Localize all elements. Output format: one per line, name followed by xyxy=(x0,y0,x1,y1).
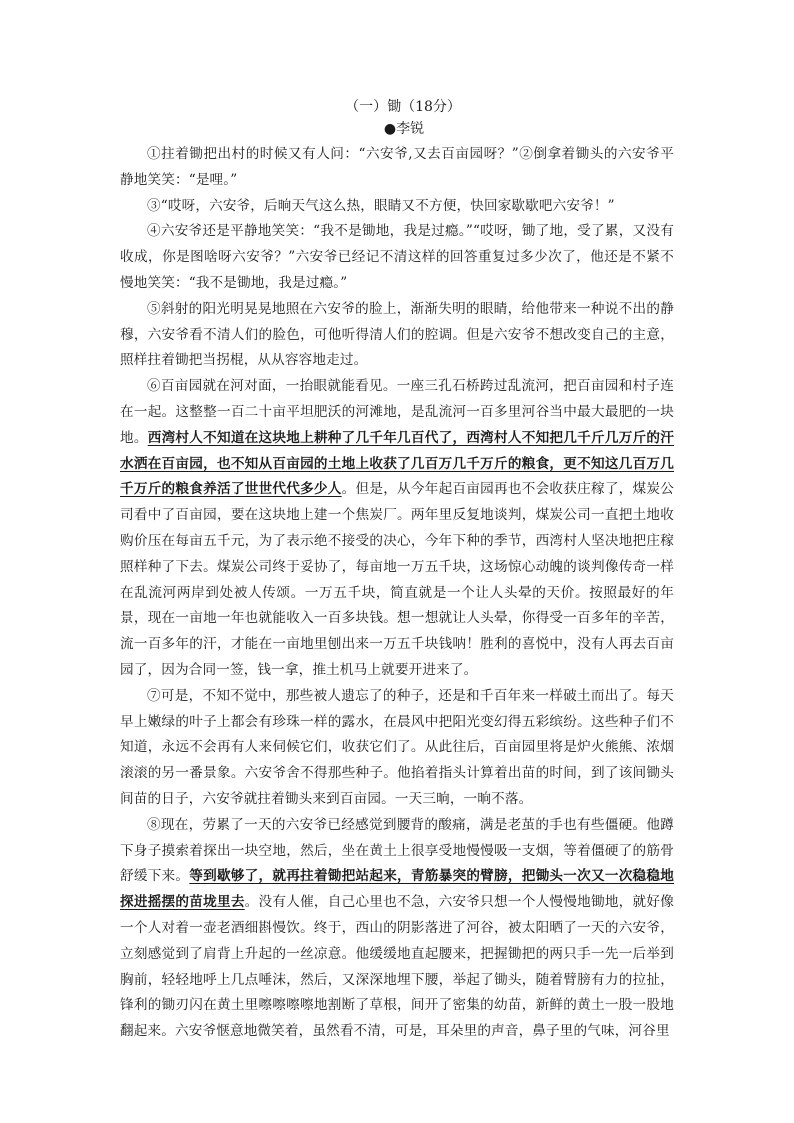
underlined-sentence: 等到歇够了，就再拄着锄把站起来，青筋暴突的臂膀，把锄头一次又一次稳稳地探进摇摆的苗垅里去 xyxy=(120,868,674,911)
underlined-sentence: 西湾村人不知道在这块地上耕种了几千年几百代了，西湾村人不知把几千斤几万斤的汗水洒在百亩园，也不知从百亩园的土地上收获了几百万几千万斤的粮食，更不知这几百万几千万斤的粮食养活了世世代代多少人 xyxy=(120,429,674,498)
paragraph-text: ①拄着锄把出村的时候又有人问：“六安爷,又去百亩园呀？”②倒拿着锄头的六安爷平静地笑笑：“是哩。” xyxy=(120,146,674,188)
paragraph xyxy=(120,194,674,220)
paragraph-text: ⑥百亩园就在河对面，一抬眼就能看见。一座三孔石桥跨过乱流河，把百亩园和村子连在一起。这整整一百二十亩平坦肥沃的河滩地，是乱流河一百多里河谷当中最大最肥的一块地。 xyxy=(120,378,674,446)
article-body xyxy=(120,142,674,1045)
paragraph xyxy=(120,142,674,194)
paragraph-text: 。没有人催，自己心里也不急，六安爷只想一个人慢慢地锄地，就好像一个人对着一壶老酒细斟慢饮。终于，西山的阴影落进了河谷，被太阳晒了一天的六安爷，立刻感觉到了肩背上升起的一丝凉意。他缓缓地直起腰来，把握锄把的两只手一先一后举到胸前，轻轻地呼上几点唾沫，然后，又深深地埋下腰，举起了锄头，随着臂膀有力的拉扯，锋利的锄刃闪在黄土里嚓嚓嚓嚓地割断了草根，间开了密集的幼苗，新鲜的黄土一股一股地翻起来。六安爷惬意地微笑着，虽然看不清，可是，耳朵里的声音，鼻子里的气味，河谷里 xyxy=(120,894,674,1040)
paragraph xyxy=(120,684,674,813)
paragraph-text: ⑧现在，劳累了一天的六安爷已经感觉到腰背的酸痛，满是老茧的手也有些僵硬。他蹲下身子摸索着探出一块空地，然后，坐在黄土上很享受地慢慢吸一支烟，等着僵硬了的筋骨舒缓下来。 xyxy=(120,816,674,885)
paragraph-text: ⑦可是，不知不觉中，那些被人遗忘了的种子，还是和千百年来一样破土而出了。每天早上嫩绿的叶子上都会有珍珠一样的露水，在晨风中把阳光变幻得五彩缤纷。这些种子们不知道，永远不会再有人来伺候它们，收获它们了。从此往后，百亩园里将是炉火熊熊、浓烟滚滚的另一番景象。六安爷舍不得那些种子。他掐着指头计算着出苗的时间，到了该间锄头间苗的日子，六安爷就拄着锄头来到百亩园。一天三晌，一晌不落。 xyxy=(120,687,674,807)
paragraph-text: ③“哎呀，六安爷，后晌天气这么热，眼睛又不方便，快回家歇歇吧六安爷！” xyxy=(147,197,615,214)
article-author: ●李锐 xyxy=(383,121,425,137)
article-title: （一）锄（18分） xyxy=(345,99,461,115)
paragraph-text: ④六安爷还是平静地笑笑：“我不是锄地，我是过瘾。”“哎呀，锄了地，受了累，又没有收成，你是图啥呀六安爷？”六安爷已经记不清这样的回答重复过多少次了，他还是不紧不慢地笑笑：“我不是锄地，我是过瘾。” xyxy=(120,223,674,291)
paragraph xyxy=(120,297,674,374)
paragraph-text: 。但是，从今年起百亩园再也不会收获庄稼了，煤炭公司看中了百亩园，要在这块地上建一个焦炭厂。两年里反复地谈判，煤炭公司一直把土地收购价压在每亩五千元，为了表示绝不接受的决心，今年下种的季节，西湾村人坚决地把庄稼照样种了下去。煤炭公司终于妥协了，每亩地一万五千块，这场惊心动魄的谈判像传奇一样在乱流河两岸到处被人传颂。一万五千块，简直就是一个让人头晕的天价。按照最好的年景，现在一亩地一年也就能收入一百多块钱。想一想就让人头晕，你得受一百多年的辛苦，流一百多年的汗，才能在一亩地里刨出来一万五千块钱呐！胜利的喜悦中，没有人再去百亩园了，因为合同一签，钱一拿，推土机马上就要开进来了。 xyxy=(120,481,674,678)
paragraph xyxy=(120,219,674,296)
paragraph xyxy=(120,813,674,1045)
paragraph-text: ⑤斜射的阳光明晃晃地照在六安爷的脸上，渐渐失明的眼睛，给他带来一种说不出的静穆，六安爷看不清人们的脸色，可他听得清人们的腔调。但是六安爷不想改变自己的主意，照样拄着锄把当拐棍，从从容容地走过。 xyxy=(120,300,674,369)
paragraph xyxy=(120,374,674,684)
